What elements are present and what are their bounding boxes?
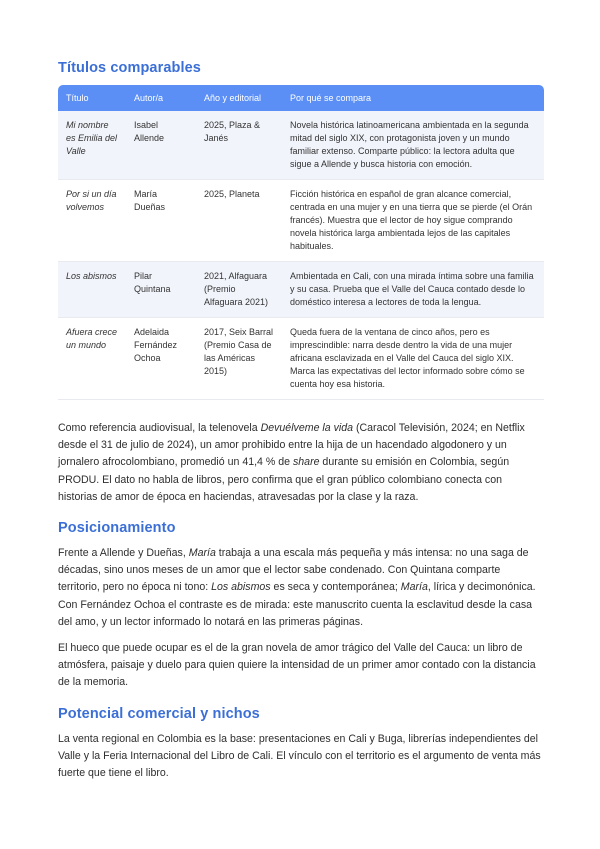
header-titulo: Título [66, 92, 89, 103]
cell-titulo: Los abismos [66, 271, 117, 281]
text-run: (Caracol Televisión, 2024; en Netflix desde el 31 de julio de 2024), un amor prohibido entre la hija de un hacendado algodonero y un jornalero afrocolombiano, promedió un 41,4 % de [58, 422, 525, 469]
table-row [58, 180, 544, 262]
posicionamiento-heading: Posicionamiento [58, 520, 176, 537]
comparables-table [58, 85, 544, 400]
book-title: María [400, 581, 428, 594]
telenovela-title: Devuélveme la vida [260, 422, 354, 434]
cell-anio: 2025, Planeta [204, 189, 260, 199]
cell-porque: Queda fuera de la ventana de cinco años, pero es imprescindible: narra desde dentro la vida de una mujer africana esclavizada en el Valle del Cauca del siglo XIX. Marca las expectativas del lector informado sobre cómo se cuenta hoy esa historia. [290, 327, 525, 389]
book-title: María [188, 547, 216, 560]
posicionamiento-paragraph-2: El hueco que puede ocupar es el de la gran novela de amor trágico del Valle del Cauca: un libro de atmósfera, paisaje y duelo para quien quiere la intensidad de un primer amor contado con la distancia de la memoria. [58, 642, 536, 689]
table-header-row [58, 85, 544, 111]
cell-titulo: Mi nombre es Emilia del Valle [66, 120, 118, 156]
cell-autor: Pilar Quintana [134, 271, 171, 294]
cell-titulo: Afuera crece un mundo [66, 327, 118, 350]
header-anio: Año y editorial [204, 92, 262, 103]
text-run: Frente a Allende y Dueñas, [58, 547, 189, 560]
text-run: trabaja a una escala más pequeña y más intensa: no una saga de décadas, sino unos meses de un amor que el lector sabe condenado. Con Quintana comparte territorio, pero no época ni tono: [58, 547, 529, 594]
table-row [58, 111, 544, 180]
text-run: durante su emisión en Colombia, según PRODU. El dato no habla de libros, pero confirma que el gran público colombiano conecta con historias de amor de época en haciendas, atravesadas por la clase y la raza. [58, 456, 510, 503]
text-run: es seca y contemporánea; [270, 581, 401, 594]
book-title: Los abismos [211, 581, 271, 594]
potencial-paragraph: La venta regional en Colombia es la base: presentaciones en Cali y Buga, librerías independientes del Valle y la Feria Internacional del Libro de Cali. El vínculo con el territorio es el argumento de venta más fuerte que tiene el libro. [58, 732, 541, 780]
cell-autor: Adelaida Fernández Ochoa [134, 327, 178, 363]
table-row [58, 262, 544, 318]
cell-autor: María Dueñas [134, 189, 166, 212]
share-term: share [292, 456, 320, 469]
cell-anio: 2021, Alfaguara (Premio Alfaguara 2021) [204, 271, 269, 307]
audiovisual-paragraph [58, 420, 543, 506]
cell-autor: Isabel Allende [134, 120, 165, 143]
table-row [58, 318, 544, 400]
cell-porque: Ficción histórica en español de gran alcance comercial, centrada en una mujer y en una tierra que se pierde (el Orán francés). Muestra que el lector de hoy sigue comprando novela histórica larga ambientada lejos de las capitales habituales. [290, 189, 533, 251]
comparables-heading: Títulos comparables [58, 60, 201, 76]
text-run: , lírica y decimonónica. Con Fernández Ochoa el contraste es de mirada: este manuscrito cuenta la esclavitud desde la casa del amo, y un lector informado lo notará en las primeras páginas. [58, 581, 536, 628]
header-autor: Autor/a [134, 92, 164, 103]
cell-titulo: Por si un día volvemos [66, 189, 117, 212]
cell-anio: 2017, Seix Barral (Premio Casa de las Américas 2015) [204, 327, 274, 376]
text-run: Como referencia audiovisual, la telenovela [58, 422, 261, 434]
potencial-heading: Potencial comercial y nichos [58, 705, 260, 722]
cell-anio: 2025, Plaza & Janés [204, 120, 261, 143]
cell-porque: Novela histórica latinoamericana ambientada en la segunda mitad del siglo XIX, con protagonista joven y un mundo familiar extenso. Comparte público: la lectora adulta que sigue a Allende y busca historia con emoción. [290, 120, 529, 169]
posicionamiento-paragraph-1 [58, 545, 543, 631]
header-porque: Por qué se compara [290, 92, 372, 103]
cell-porque: Ambientada en Cali, con una mirada íntima sobre una familia y su casa. Prueba que el Valle del Cauca contado desde lo doméstico interesa a lectores de toda la lengua. [290, 271, 534, 307]
